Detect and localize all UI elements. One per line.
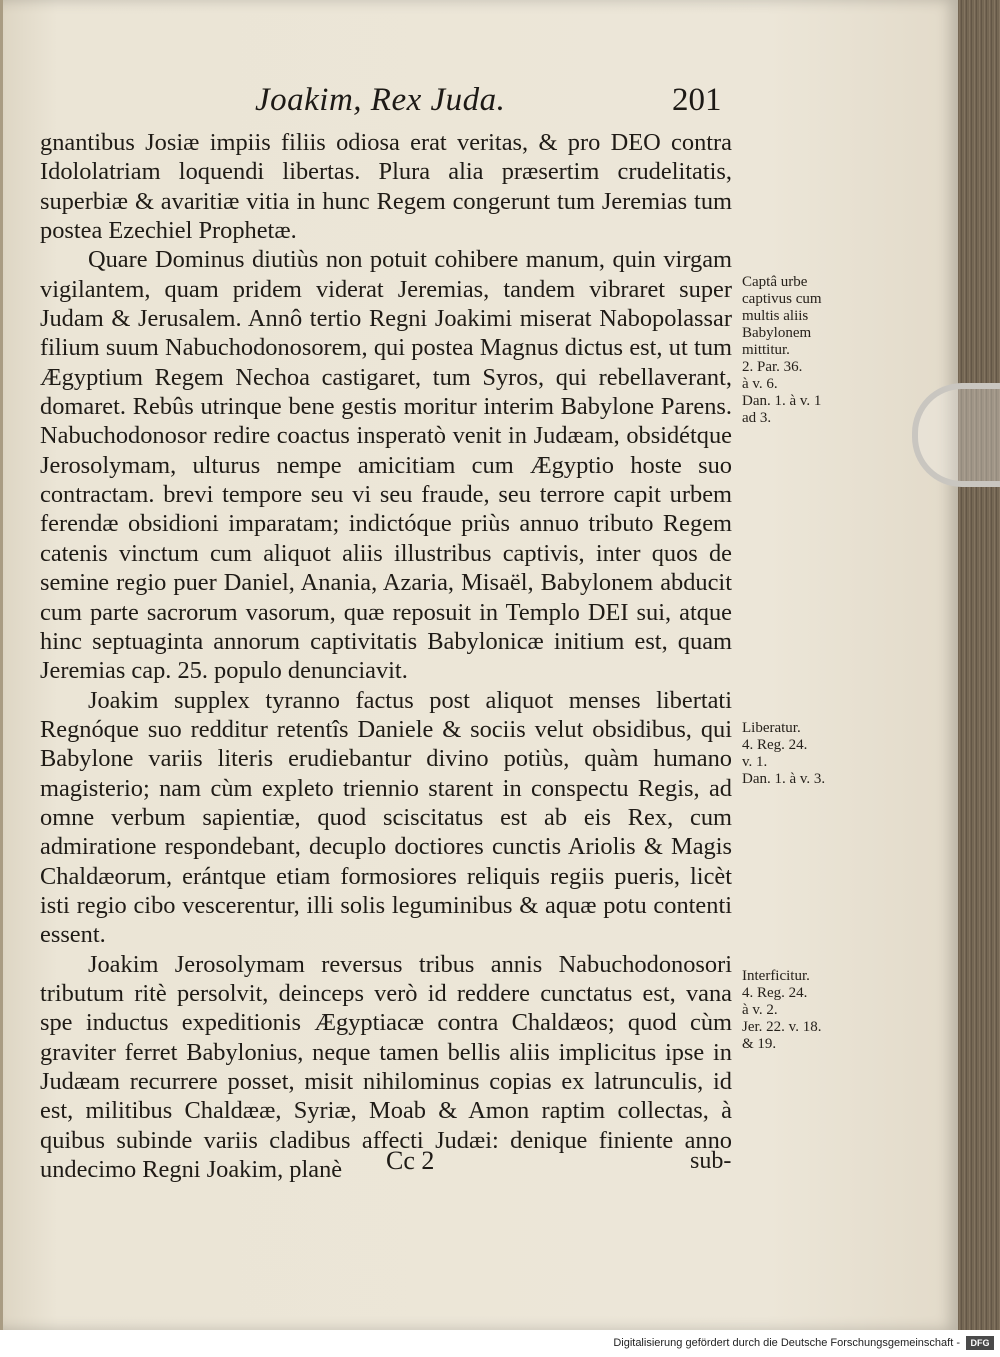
marginal-line: Dan. 1. à v. 1 [742,393,822,409]
signature-mark: Cc 2 [386,1146,435,1175]
paragraph-3: Joakim supplex tyranno factus post aliquot menses libertati Regnóque suo redditur retentîs Daniele & sociis velut obsidibus, qui Babylone variis literis erudiebantur divino potiùs, quàm humano magisterio; nam cùm expleto triennio starent in conspectu Regis, ad omne verbum sapientiæ, quod sciscitatus est ab eis Rex, cum admiratione respondebant, decuplo doctiores cunctis Ariolis & Magis Chaldæorum, erántque etiam formosiores reliquis regiis pueris, licèt isti regio cibo vescerentur, illi solis leguminibus & aquæ potu contenti essent. [40,686,732,949]
marginal-line: & 19. [742,1036,777,1052]
marginal-line: mittitur. [742,342,790,358]
marginal-note-death [742,968,862,1053]
marginal-line: Captâ urbe [742,274,808,290]
page-clip [912,383,1000,487]
catchword: sub- [690,1148,732,1174]
paragraph-4: Joakim Jerosolymam reversus tribus annis Nabuchodonosori tributum ritè persolvit, deinceps verò id reddere cunctatus est, vana spe inductus expeditionis Ægyptiacæ contra Chaldæos; quod cùm graviter ferret Babylonius, neque tamen bellis aliis implicitus ipse in Judæam recurrere posset, misit nihilominus copias ex latrunculis, id est, militibus Chaldææ, Syriæ, Moab & Amon raptim collectas, à quibus subinde variis cladibus affecti Judæi: denique finiente anno undecimo Regni Joakim, planè [40,950,732,1184]
marginal-line: Dan. 1. à v. 3. [742,771,826,787]
paragraph-1: gnantibus Josiæ impiis filiis odiosa erat veritas, & pro DEO contra Idololatriam loquendi libertas. Plura alia præsertim crudelitatis, superbiæ & avaritiæ vitia in hunc Regem congerunt tum Jeremias tum postea Ezechiel Prophetæ. [40,129,732,245]
main-text-block [40,128,732,1184]
gutter-shadow [0,0,3,1330]
funding-credit: Digitalisierung gefördert durch die Deutsche Forschungsgemeinschaft - [613,1337,960,1349]
marginal-note-liberation [742,720,862,788]
marginal-line: multis aliis [742,308,809,324]
marginal-note-capture [742,274,862,427]
marginal-line: à v. 6. [742,376,778,392]
paragraph-2: Quare Dominus diutiùs non potuit cohibere manum, quin virgam vigilantem, quam pridem viderat Jeremias, tandem vibraret super Judam & Jerusalem. Annô tertio Regni Joakimi miserat Nabopolassar filium suum Nabuchodonosorem, qui postea Magnus dictus est, ut tum Ægyptium Regem Nechoa castigaret, tum Syros, qui rebellaverant, domaret. Rebûs utrinque bene gestis moritur interim Babylone Parens. Nabuchodonosor redire coactus insperatò venit in Judæam, obsidétque Jerosolymam, ulturus nempe amicitiam cum Ægyptio hoste suo contractam. brevi tempore seu vi seu fraude, seu terrore capit urbem ferendæ obsidioni imparatam; indictóque priùs annuo tributo Regem catenis vinctum cum aliquot aliis illustribus captivis, inter quos de semine regio puer Daniel, Anania, Azaria, Misaël, Babylonem abducit cum parte sacrorum vasorum, quæ reposuit in Templo DEI sui, atque hinc septuaginta annorum captivitatis Babylonicæ initium est, quam Jeremias cap. 25. populo denunciavit. [40,246,732,685]
marginal-line: 2. Par. 36. [742,359,803,375]
marginal-line: v. 1. [742,754,768,770]
digitization-footer [0,1330,1000,1357]
running-title: Joakim, Rex Juda. [255,82,506,118]
marginal-line: Interficitur. [742,968,810,984]
marginal-line: captivus cum [742,291,822,307]
marginal-line: à v. 2. [742,1002,778,1018]
dfg-logo: DFG [966,1336,994,1350]
marginal-line: Liberatur. [742,720,801,736]
marginal-line: Babylonem [742,325,812,341]
page-number: 201 [672,82,722,118]
marginal-line: 4. Reg. 24. [742,985,808,1001]
marginal-line: 4. Reg. 24. [742,737,808,753]
marginal-line: Jer. 22. v. 18. [742,1019,822,1035]
page-edge-stack [958,0,1000,1330]
marginal-line: ad 3. [742,410,772,426]
